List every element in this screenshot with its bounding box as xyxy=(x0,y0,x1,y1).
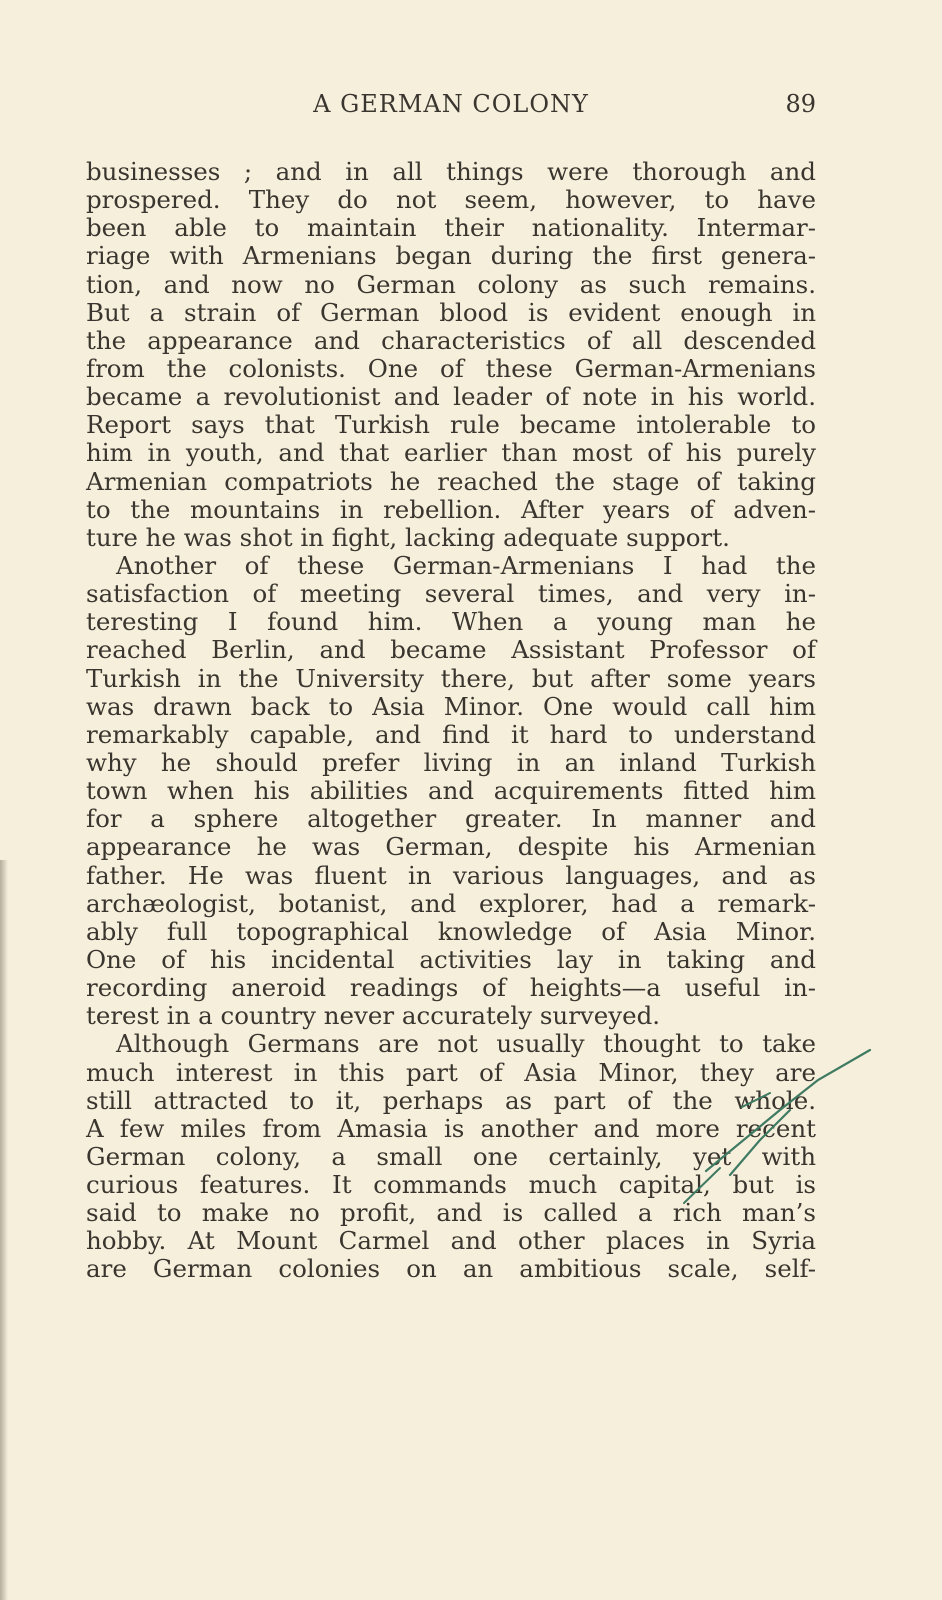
text-line: satisfaction of meeting several times, and very in- xyxy=(86,579,816,609)
text-line: from the colonists. One of these German-Armenians xyxy=(86,353,816,383)
text-line: ably full topographical knowledge of Asia Minor. xyxy=(86,916,816,946)
text-line: are German colonies on an ambitious scale, self- xyxy=(86,1254,816,1284)
text-line: Armenian compatriots he reached the stage of taking xyxy=(86,466,816,496)
body-text xyxy=(86,158,816,1284)
text-line: father. He was fluent in various languages, and as xyxy=(86,860,816,890)
text-line: teresting I found him. When a young man he xyxy=(86,607,816,637)
text-line: for a sphere altogether greater. In manner and xyxy=(86,804,816,834)
text-line: One of his incidental activities lay in taking and xyxy=(86,944,816,974)
text-line: tion, and now no German colony as such remains. xyxy=(86,269,816,299)
text-line: the appearance and characteristics of all descended xyxy=(86,325,816,355)
text-line: Another of these German-Armenians I had the xyxy=(116,550,816,580)
text-line: Turkish in the University there, but after some years xyxy=(86,663,816,693)
text-line: But a strain of German blood is evident enough in xyxy=(86,297,816,327)
text-line: recording aneroid readings of heights—a useful in- xyxy=(86,973,816,1003)
text-line: said to make no profit, and is called a rich man’s xyxy=(86,1198,816,1228)
text-line: been able to maintain their nationality. Intermar- xyxy=(86,213,816,243)
binding-gutter-shadow xyxy=(0,860,8,1600)
running-title: A GERMAN COLONY xyxy=(313,90,589,118)
text-line: appearance he was German, despite his Armenian xyxy=(86,832,816,862)
text-line: ture he was shot in fight, lacking adequate support. xyxy=(86,522,730,552)
page-header xyxy=(86,90,816,130)
text-line: reached Berlin, and became Assistant Professor of xyxy=(86,635,816,665)
text-line: him in youth, and that earlier than most of his purely xyxy=(86,438,816,468)
text-line: Report says that Turkish rule became intolerable to xyxy=(86,410,816,440)
text-line: businesses ; and in all things were thorough and xyxy=(86,157,816,186)
text-line: was drawn back to Asia Minor. One would call him xyxy=(86,691,816,721)
page-number: 89 xyxy=(785,90,816,118)
text-line: to the mountains in rebellion. After years of adven- xyxy=(86,494,816,524)
text-line: Although Germans are not usually thought to take xyxy=(116,1029,816,1059)
text-line: much interest in this part of Asia Minor, they are xyxy=(86,1057,816,1087)
text-line: archæologist, botanist, and explorer, had a remark- xyxy=(86,888,816,918)
text-line: town when his abilities and acquirements fitted him xyxy=(86,776,816,806)
text-line: A few miles from Amasia is another and more recent xyxy=(86,1113,816,1143)
text-line: riage with Armenians began during the first genera- xyxy=(86,241,816,271)
text-line: hobby. At Mount Carmel and other places in Syria xyxy=(86,1226,816,1256)
text-line: still attracted to it, perhaps as part of the whole. xyxy=(86,1085,816,1115)
text-line: why he should prefer living in an inland Turkish xyxy=(86,747,816,777)
text-line: became a revolutionist and leader of note in his world. xyxy=(86,382,816,412)
text-line: remarkably capable, and find it hard to understand xyxy=(86,719,816,749)
text-line: prospered. They do not seem, however, to have xyxy=(86,185,816,215)
text-line: German colony, a small one certainly, yet with xyxy=(86,1141,816,1171)
text-line: curious features. It commands much capital, but is xyxy=(86,1170,816,1200)
text-line: terest in a country never accurately surveyed. xyxy=(86,1001,661,1031)
